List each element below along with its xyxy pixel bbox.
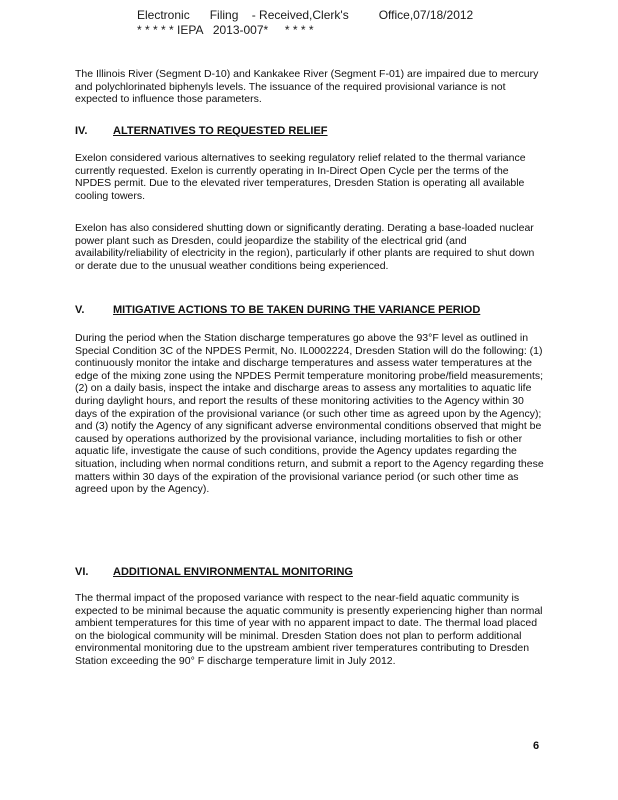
paragraph-environmental-monitoring: The thermal impact of the proposed variance with respect to the near-field aquatic community is expected to be minimal because the aquatic community is presently experiencing higher than normal ambient temperatures for this time of year with no apparent impact to date. The thermal load placed on the biological community will be minimal. Dresden Station does not plan to perform additional environmental monitoring due to the upstream ambient river temperatures contributing to Dresden Station exceeding the 90° F discharge temperature limit in July 2012.: [75, 592, 543, 667]
paragraph-impaired-segments: The Illinois River (Segment D-10) and Kankakee River (Segment F-01) are impaired due to mercury and polychlorinated biphenyls levels. The issuance of the required provisional variance is not expected to influence those parameters.: [75, 68, 539, 106]
section-vi-heading: [75, 566, 545, 579]
section-iv-title: ALTERNATIVES TO REQUESTED RELIEF: [113, 125, 328, 137]
section-v-number: V.: [75, 304, 85, 316]
section-iv-heading: [75, 125, 545, 138]
filing-stamp-line-2: * * * * * IEPA 2013-007* * * * *: [137, 23, 314, 37]
filing-stamp-line-1: Electronic Filing - Received,Clerk's Office,07/18/2012: [137, 8, 474, 22]
section-iv-number: IV.: [75, 125, 88, 137]
paragraph-alternatives: Exelon considered various alternatives to seeking regulatory relief related to the thermal variance currently requested. Exelon is currently operating in In-Direct Open Cycle per the terms of the NPDES permit. Due to the elevated river temperatures, Dresden Station is operating all available cooling towers.: [75, 152, 526, 202]
section-v-heading: [75, 304, 545, 317]
section-vi-number: VI.: [75, 566, 89, 578]
page-number: 6: [533, 740, 540, 752]
section-v-title: MITIGATIVE ACTIONS TO BE TAKEN DURING THE VARIANCE PERIOD: [113, 304, 481, 316]
paragraph-mitigative-actions: During the period when the Station discharge temperatures go above the 93°F level as outlined in Special Condition 3C of the NPDES Permit, No. IL0002224, Dresden Station will do the following: (1) continuously monitor the intake and discharge temperatures and assess water temperatures at the edge of the mixing zone using the NPDES Permit temperature monitoring probe/field measurements; (2) on a daily basis, inspect the intake and discharge areas to assess any mortalities to aquatic life during daylight hours, and report the results of these monitoring activities to the Agency within 30 days of the expiration of the provisional variance (or such other time as agreed upon by the Agency); and (3) notify the Agency of any significant adverse environmental conditions observed that might be caused by operations authorized by the provisional variance, including mortalities to fish or other aquatic life, investigate the cause of such conditions, provide the Agency updates regarding the situation, including when normal conditions return, and submit a report to the Agency regarding these matters within 30 days of the expiration of the provisional variance period (or such other time as agreed upon by the Agency).: [75, 332, 544, 496]
section-vi-title: ADDITIONAL ENVIRONMENTAL MONITORING: [113, 566, 353, 578]
paragraph-derating: Exelon has also considered shutting down or significantly derating. Derating a base-loaded nuclear power plant such as Dresden, could jeopardize the stability of the electrical grid (and availability/reliability of electricity in the region), particularly if other plants are required to shut down or derate due to the unusual weather conditions being experienced.: [75, 222, 535, 272]
